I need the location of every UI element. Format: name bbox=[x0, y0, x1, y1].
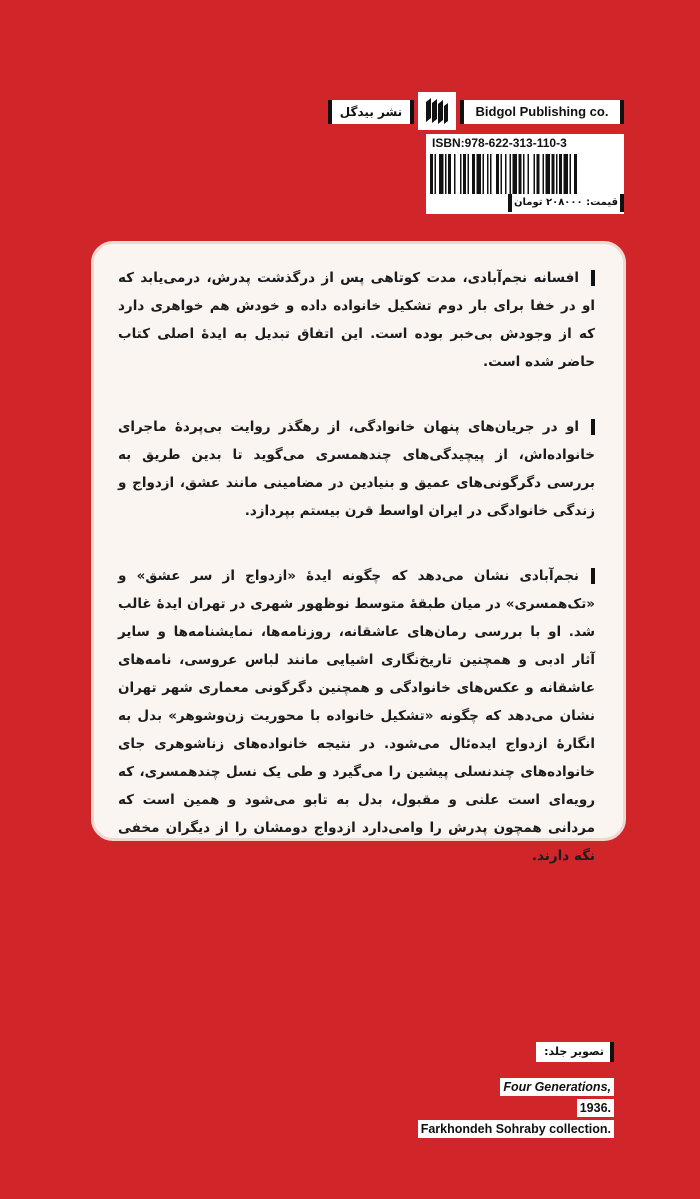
cover-credit-label: تصویر جلد: bbox=[536, 1042, 614, 1062]
barcode-bar bbox=[501, 154, 503, 194]
barcode-bar bbox=[487, 154, 489, 194]
barcode-bar bbox=[574, 154, 577, 194]
price-label: قیمت: ۲۰۸۰۰۰ تومان bbox=[508, 194, 624, 212]
book-pages-logo-icon bbox=[418, 92, 456, 130]
barcode-bar bbox=[564, 154, 569, 194]
barcode-bar bbox=[439, 154, 444, 194]
barcode-bar bbox=[510, 154, 512, 194]
barcode-icon bbox=[430, 154, 620, 194]
barcode-bar bbox=[445, 154, 447, 194]
publisher-strip bbox=[328, 92, 624, 130]
barcode-bar bbox=[546, 154, 551, 194]
barcode-bar bbox=[430, 154, 433, 194]
barcode-bar bbox=[435, 154, 437, 194]
paragraph-marker bbox=[591, 270, 595, 286]
barcode-bar bbox=[528, 154, 530, 194]
cover-credit bbox=[418, 1040, 614, 1141]
paragraph-marker bbox=[591, 568, 595, 584]
barcode-bar bbox=[490, 154, 492, 194]
barcode-bar bbox=[523, 154, 525, 194]
barcode-bar bbox=[448, 154, 451, 194]
barcode-bar bbox=[552, 154, 555, 194]
barcode-bar bbox=[463, 154, 466, 194]
barcode-bar bbox=[537, 154, 540, 194]
paragraph-marker bbox=[591, 419, 595, 435]
isbn-number: ISBN:978-622-313-110-3 bbox=[432, 136, 567, 150]
barcode-bar bbox=[513, 154, 518, 194]
barcode-bar bbox=[468, 154, 470, 194]
blurb-paragraph-1 bbox=[118, 264, 599, 376]
barcode-bar bbox=[477, 154, 482, 194]
barcode-bar bbox=[519, 154, 522, 194]
barcode-bar bbox=[472, 154, 475, 194]
barcode-bar bbox=[483, 154, 485, 194]
blurb-paragraph-1-text: افسانه نجم‌آبادی، مدت کوتاهی پس از درگذشت پدرش، درمی‌یابد که او در خفا برای بار دوم تشکیل خانواده داده و خودش هم خواهری دارد که از وجودش بی‌خبر بوده است. این اتفاق تبدیل به ایدهٔ اصلی کتاب حاضر شده است. bbox=[118, 270, 595, 370]
blurb-paragraph-2-text: او در جریان‌های پنهان خانوادگی، از رهگذر روایت بی‌پردهٔ ماجرای خانواده‌اش، از پیچیدگی‌های چندهمسری می‌گوید تا بدین طریق به بررسی دگرگونی‌های عمیق و بنیادین در مضامینی مانند عشق، ازدواج و زندگی خانوادگی در ایران اواسط قرن بیستم بپردازد. bbox=[118, 419, 595, 519]
blurb-paragraph-3-text: نجم‌آبادی نشان می‌دهد که چگونه ایدهٔ «ازدواج از سر عشق» و «تک‌همسری» در میان طبقهٔ متوسط نوظهور شهری در تهران ایدهٔ غالب شد. او با بررسی رمان‌های عاشقانه، روزنامه‌ها، نمایشنامه‌ها و سایر آثار ادبی و همچنین تاریخ‌نگاری اشیایی مانند لباس عروسی، نامه‌های عاشقانه و عکس‌های خانوادگی و همچنین دگرگونی معماری شهر تهران نشان می‌دهد که چگونه «تشکیل خانواده با محوریت زن‌وشوهر» بدل به انگارهٔ ازدواج ایده‌ئال می‌شود. در نتیجه خانواده‌های زناشوهری جای خانواده‌های چندنسلی پیشین را می‌گیرد و طی یک نسل چندهمسری، که رویه‌ای است علنی و مقبول، بدل به تابو می‌شود و همین است که مردانی همچون پدرش را وامی‌دارد ازدواج دومشان را از دیگران مخفی نگه دارند. bbox=[118, 568, 595, 864]
blurb-paragraph-3 bbox=[118, 562, 599, 870]
blurb-paragraph-2 bbox=[118, 413, 599, 525]
barcode-bar bbox=[534, 154, 536, 194]
barcode-bar bbox=[505, 154, 507, 194]
barcode-bar bbox=[460, 154, 462, 194]
barcode-bar bbox=[559, 154, 562, 194]
publisher-name-fa: نشر بیدگل bbox=[328, 100, 414, 124]
barcode-bar bbox=[454, 154, 456, 194]
barcode-bar bbox=[543, 154, 545, 194]
barcode-bar bbox=[570, 154, 572, 194]
cover-credit-title: Four Generations, bbox=[500, 1078, 614, 1096]
publisher-name-en: Bidgol Publishing co. bbox=[460, 100, 624, 124]
cover-credit-collection: Farkhondeh Sohraby collection. bbox=[418, 1120, 614, 1138]
barcode-bar bbox=[496, 154, 499, 194]
barcode-bar bbox=[556, 154, 558, 194]
blurb-panel bbox=[91, 241, 626, 864]
cover-credit-year: 1936. bbox=[577, 1099, 614, 1117]
